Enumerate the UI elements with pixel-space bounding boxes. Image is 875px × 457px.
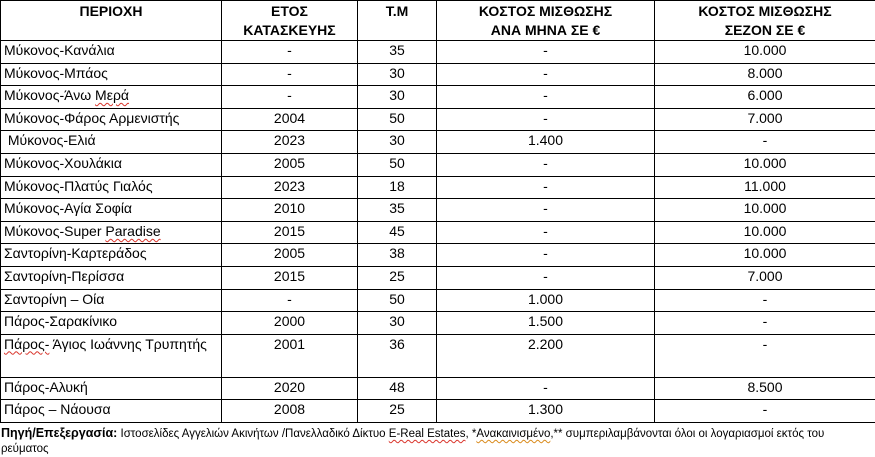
source-text: Ιστοσελίδες Αγγελιών Ακινήτων /Πανελλαδικό Δίκτυο bbox=[117, 428, 388, 440]
cell-area: Πάρος-Σαρακίνικο bbox=[1, 312, 222, 335]
table-row bbox=[1, 400, 875, 423]
cell-year: - bbox=[222, 86, 358, 109]
area-text: Μύκονος-Super bbox=[4, 223, 105, 239]
cell-area bbox=[1, 86, 222, 109]
cell-area: Μύκονος-Πλατύς Γιαλός bbox=[1, 176, 222, 199]
area-text-misspelled: Μερά bbox=[95, 87, 129, 103]
cell-monthly: - bbox=[437, 221, 655, 244]
table-row bbox=[1, 63, 875, 86]
cell-year: - bbox=[222, 289, 358, 312]
cell-area: Μύκονος-Χουλάκια bbox=[1, 153, 222, 176]
header-sqm: Τ.Μ bbox=[358, 1, 437, 41]
area-text: Άγιος Ιωάννης Τρυπητής bbox=[49, 336, 207, 352]
cell-year: 2004 bbox=[222, 108, 358, 131]
cell-season: - bbox=[655, 334, 875, 377]
source-link-text: E-Real Estates bbox=[389, 428, 466, 440]
table-row bbox=[1, 176, 875, 199]
table-row bbox=[1, 289, 875, 312]
header-season-cost: ΚΟΣΤΟΣ ΜΙΣΘΩΣΗΣ ΣΕΖΟΝ ΣΕ € bbox=[655, 1, 875, 41]
cell-season: 10.000 bbox=[655, 199, 875, 222]
cell-year: 2000 bbox=[222, 312, 358, 335]
cell-season: - bbox=[655, 289, 875, 312]
cell-monthly: - bbox=[437, 266, 655, 289]
area-text: Μύκονος-Άνω bbox=[4, 87, 95, 103]
cell-area: Μύκονος-Αγία Σοφία bbox=[1, 199, 222, 222]
table-row bbox=[1, 153, 875, 176]
cell-year: 2010 bbox=[222, 199, 358, 222]
cell-sqm: 30 bbox=[358, 63, 437, 86]
cell-season: 11.000 bbox=[655, 176, 875, 199]
cell-area: Πάρος – Νάουσα bbox=[1, 400, 222, 423]
cell-sqm: 48 bbox=[358, 377, 437, 400]
cell-season: - bbox=[655, 131, 875, 154]
cell-season: 10.000 bbox=[655, 244, 875, 267]
cell-monthly: 1.400 bbox=[437, 131, 655, 154]
cell-season: 10.000 bbox=[655, 41, 875, 64]
cell-year: 2005 bbox=[222, 244, 358, 267]
cell-sqm: 50 bbox=[358, 108, 437, 131]
table-row bbox=[1, 312, 875, 335]
cell-area: Μύκονος-Φάρος Αρμενιστής bbox=[1, 108, 222, 131]
cell-season: 10.000 bbox=[655, 221, 875, 244]
cell-sqm: 35 bbox=[358, 199, 437, 222]
cell-monthly: 2.200 bbox=[437, 334, 655, 377]
cell-year: 2008 bbox=[222, 400, 358, 423]
table-row bbox=[1, 86, 875, 109]
source-note bbox=[1, 426, 871, 457]
cell-monthly: - bbox=[437, 63, 655, 86]
header-area: ΠΕΡΙΟΧΗ bbox=[1, 1, 222, 41]
table-header-row bbox=[1, 1, 875, 41]
cell-year: 2020 bbox=[222, 377, 358, 400]
cell-area: Μύκονος-Κανάλια bbox=[1, 41, 222, 64]
cell-area bbox=[1, 334, 222, 377]
cell-monthly: - bbox=[437, 176, 655, 199]
cell-season: 7.000 bbox=[655, 266, 875, 289]
cell-monthly: - bbox=[437, 108, 655, 131]
cell-sqm: 45 bbox=[358, 221, 437, 244]
cell-season: 8.000 bbox=[655, 63, 875, 86]
cell-sqm: 25 bbox=[358, 400, 437, 423]
cell-monthly: 1.300 bbox=[437, 400, 655, 423]
cell-sqm: 35 bbox=[358, 41, 437, 64]
cell-year: 2023 bbox=[222, 131, 358, 154]
cell-monthly: - bbox=[437, 244, 655, 267]
cell-year: 2001 bbox=[222, 334, 358, 377]
table-row bbox=[1, 244, 875, 267]
table-row bbox=[1, 108, 875, 131]
table-row bbox=[1, 41, 875, 64]
cell-monthly: - bbox=[437, 153, 655, 176]
table-row bbox=[1, 221, 875, 244]
cell-area: Σαντορίνη-Περίσσα bbox=[1, 266, 222, 289]
cell-season: 6.000 bbox=[655, 86, 875, 109]
cell-season: - bbox=[655, 400, 875, 423]
source-text: ,** συμπεριλαμβάνονται όλοι οι λογαριασμοί εκτός του ρεύματος bbox=[1, 428, 824, 455]
cell-area bbox=[1, 221, 222, 244]
cell-sqm: 50 bbox=[358, 153, 437, 176]
source-text: , * bbox=[465, 428, 476, 440]
cell-year: 2005 bbox=[222, 153, 358, 176]
cell-season: 8.500 bbox=[655, 377, 875, 400]
cell-year: 2015 bbox=[222, 266, 358, 289]
cell-sqm: 30 bbox=[358, 312, 437, 335]
cell-sqm: 25 bbox=[358, 266, 437, 289]
cell-area: Μύκονος-Μπάος bbox=[1, 63, 222, 86]
cell-sqm: 36 bbox=[358, 334, 437, 377]
table-row bbox=[1, 266, 875, 289]
cell-area: Μύκονος-Ελιά bbox=[1, 131, 222, 154]
cell-area: Σαντορίνη – Οία bbox=[1, 289, 222, 312]
cell-sqm: 50 bbox=[358, 289, 437, 312]
cell-monthly: - bbox=[437, 199, 655, 222]
cell-monthly: 1.000 bbox=[437, 289, 655, 312]
header-monthly-cost: ΚΟΣΤΟΣ ΜΙΣΘΩΣΗΣ ΑΝΑ ΜΗΝΑ ΣΕ € bbox=[437, 1, 655, 41]
cell-year: 2015 bbox=[222, 221, 358, 244]
cell-area: Σαντορίνη-Καρτεράδος bbox=[1, 244, 222, 267]
cell-season: - bbox=[655, 312, 875, 335]
cell-season: 7.000 bbox=[655, 108, 875, 131]
source-label: Πηγή/Επεξεργασία: bbox=[1, 426, 117, 440]
cell-monthly: - bbox=[437, 86, 655, 109]
cell-sqm: 18 bbox=[358, 176, 437, 199]
table-row bbox=[1, 334, 875, 377]
area-text-misspelled: Πάρος- bbox=[4, 336, 49, 352]
cell-year: - bbox=[222, 41, 358, 64]
area-text-misspelled: Paradise bbox=[105, 223, 160, 239]
cell-sqm: 38 bbox=[358, 244, 437, 267]
cell-season: 10.000 bbox=[655, 153, 875, 176]
table-row bbox=[1, 199, 875, 222]
cell-area: Πάρος-Αλυκή bbox=[1, 377, 222, 400]
header-year: ΕΤΟΣ ΚΑΤΑΣΚΕΥΗΣ bbox=[222, 1, 358, 41]
cell-monthly: 1.500 bbox=[437, 312, 655, 335]
cell-sqm: 30 bbox=[358, 131, 437, 154]
cell-year: 2023 bbox=[222, 176, 358, 199]
table-row bbox=[1, 377, 875, 400]
source-footnote-renovated: Ανακαινισμένο bbox=[476, 428, 550, 440]
table-row bbox=[1, 131, 875, 154]
cell-year: - bbox=[222, 63, 358, 86]
cell-monthly: - bbox=[437, 41, 655, 64]
cell-monthly: - bbox=[437, 377, 655, 400]
cell-sqm: 30 bbox=[358, 86, 437, 109]
